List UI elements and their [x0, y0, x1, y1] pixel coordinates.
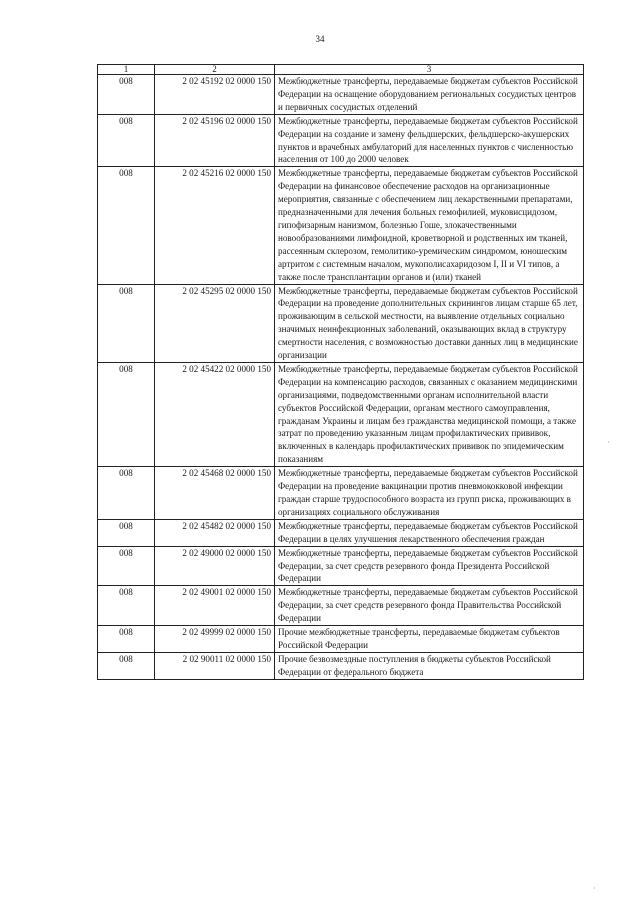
page-number: 34 — [315, 34, 325, 44]
income-code-cell: 2 02 45295 02 0000 150 — [155, 284, 275, 362]
margin-mark: · — [607, 438, 610, 447]
table-row — [98, 284, 584, 362]
table-row — [98, 362, 584, 466]
description-cell: Прочие безвозмездные поступления в бюджеты субъектов Российской Федерации от федерального бюджета — [275, 652, 584, 679]
description-cell: Межбюджетные трансферты, передаваемые бюджетам субъектов Российской Федерации на компенсацию расходов, связанных с оказанием медицинскими организациями, подведомственными органам исполнительной власти субъектов Российской Федерации, органам местного самоуправления, гражданам Украины и лицам без гражданства медицинской помощи, а также затрат по проведению указанным лицам профилактических прививок, включенных в календарь профилактических прививок по эпидемическим показаниям — [275, 362, 584, 466]
admin-code-cell: 008 — [98, 362, 155, 466]
admin-code-cell: 008 — [98, 467, 155, 520]
table-row — [98, 75, 584, 115]
income-code-cell: 2 02 45216 02 0000 150 — [155, 167, 275, 284]
income-code-cell: 2 02 49999 02 0000 150 — [155, 626, 275, 653]
description-cell: Межбюджетные трансферты, передаваемые бюджетам субъектов Российской Федерации, за счет средств резервного фонда Президента Российской Федерации — [275, 546, 584, 586]
column-header-3: 3 — [275, 65, 584, 75]
margin-mark: · — [593, 884, 596, 893]
column-header-1: 1 — [98, 65, 155, 75]
income-code-cell: 2 02 49001 02 0000 150 — [155, 586, 275, 626]
income-code-cell: 2 02 45422 02 0000 150 — [155, 362, 275, 466]
admin-code-cell: 008 — [98, 546, 155, 586]
table-row — [98, 519, 584, 546]
description-cell: Межбюджетные трансферты, передаваемые бюджетам субъектов Российской Федерации на проведение дополнительных скринингов лицам старше 65 лет, проживающим в сельской местности, на выявление отдельных социально значимых неинфекционных заболеваний, оказывающих вклад в структуру смертности населения, с возможностью доставки данных лиц в медицинские организации — [275, 284, 584, 362]
description-cell: Межбюджетные трансферты, передаваемые бюджетам субъектов Российской Федерации на финансовое обеспечение расходов на организационные мероприятия, связанные с обеспечением лиц лекарственными препаратами, предназначенными для лечения больных гемофилией, муковисцидозом, гипофизарным нанизмом, болезнью Гоше, злокачественными новообразованиями лимфоидной, кроветворной и родственных им тканей, рассеянным склерозом, гемолитико-уремическим синдромом, юношеским артритом с системным началом, мукополисахаридозом I, II и VI типов, а также после трансплантации органов и (или) тканей — [275, 167, 584, 284]
table-row — [98, 114, 584, 167]
admin-code-cell: 008 — [98, 75, 155, 115]
table-header-row — [98, 65, 584, 75]
admin-code-cell: 008 — [98, 114, 155, 167]
column-header-2: 2 — [155, 65, 275, 75]
admin-code-cell: 008 — [98, 167, 155, 284]
table-row — [98, 626, 584, 653]
table-row — [98, 167, 584, 284]
table-row — [98, 467, 584, 520]
description-cell: Межбюджетные трансферты, передаваемые бюджетам субъектов Российской Федерации в целях улучшения лекарственного обеспечения граждан — [275, 519, 584, 546]
income-code-cell: 2 02 90011 02 0000 150 — [155, 652, 275, 679]
admin-code-cell: 008 — [98, 586, 155, 626]
income-code-cell: 2 02 45192 02 0000 150 — [155, 75, 275, 115]
income-code-cell: 2 02 45196 02 0000 150 — [155, 114, 275, 167]
income-code-cell: 2 02 45482 02 0000 150 — [155, 519, 275, 546]
admin-code-cell: 008 — [98, 652, 155, 679]
budget-codes-table — [97, 64, 584, 680]
description-cell: Межбюджетные трансферты, передаваемые бюджетам субъектов Российской Федерации, за счет средств резервного фонда Правительства Российской Федерации — [275, 586, 584, 626]
description-cell: Межбюджетные трансферты, передаваемые бюджетам субъектов Российской Федерации на оснащение оборудованием региональных сосудистых центров и первичных сосудистых отделений — [275, 75, 584, 115]
income-code-cell: 2 02 49000 02 0000 150 — [155, 546, 275, 586]
table-row — [98, 586, 584, 626]
admin-code-cell: 008 — [98, 284, 155, 362]
table-row — [98, 652, 584, 679]
table-row — [98, 546, 584, 586]
income-code-cell: 2 02 45468 02 0000 150 — [155, 467, 275, 520]
description-cell: Межбюджетные трансферты, передаваемые бюджетам субъектов Российской Федерации на проведение вакцинации против пневмококковой инфекции граждан старше трудоспособного возраста из групп риска, проживающих в организациях социального обслуживания — [275, 467, 584, 520]
description-cell: Межбюджетные трансферты, передаваемые бюджетам субъектов Российской Федерации на создание и замену фельдшерских, фельдшерско-акушерских пунктов и врачебных амбулаторий для населенных пунктов с численностью населения от 100 до 2000 человек — [275, 114, 584, 167]
admin-code-cell: 008 — [98, 626, 155, 653]
admin-code-cell: 008 — [98, 519, 155, 546]
description-cell: Прочие межбюджетные трансферты, передаваемые бюджетам субъектов Российской Федерации — [275, 626, 584, 653]
